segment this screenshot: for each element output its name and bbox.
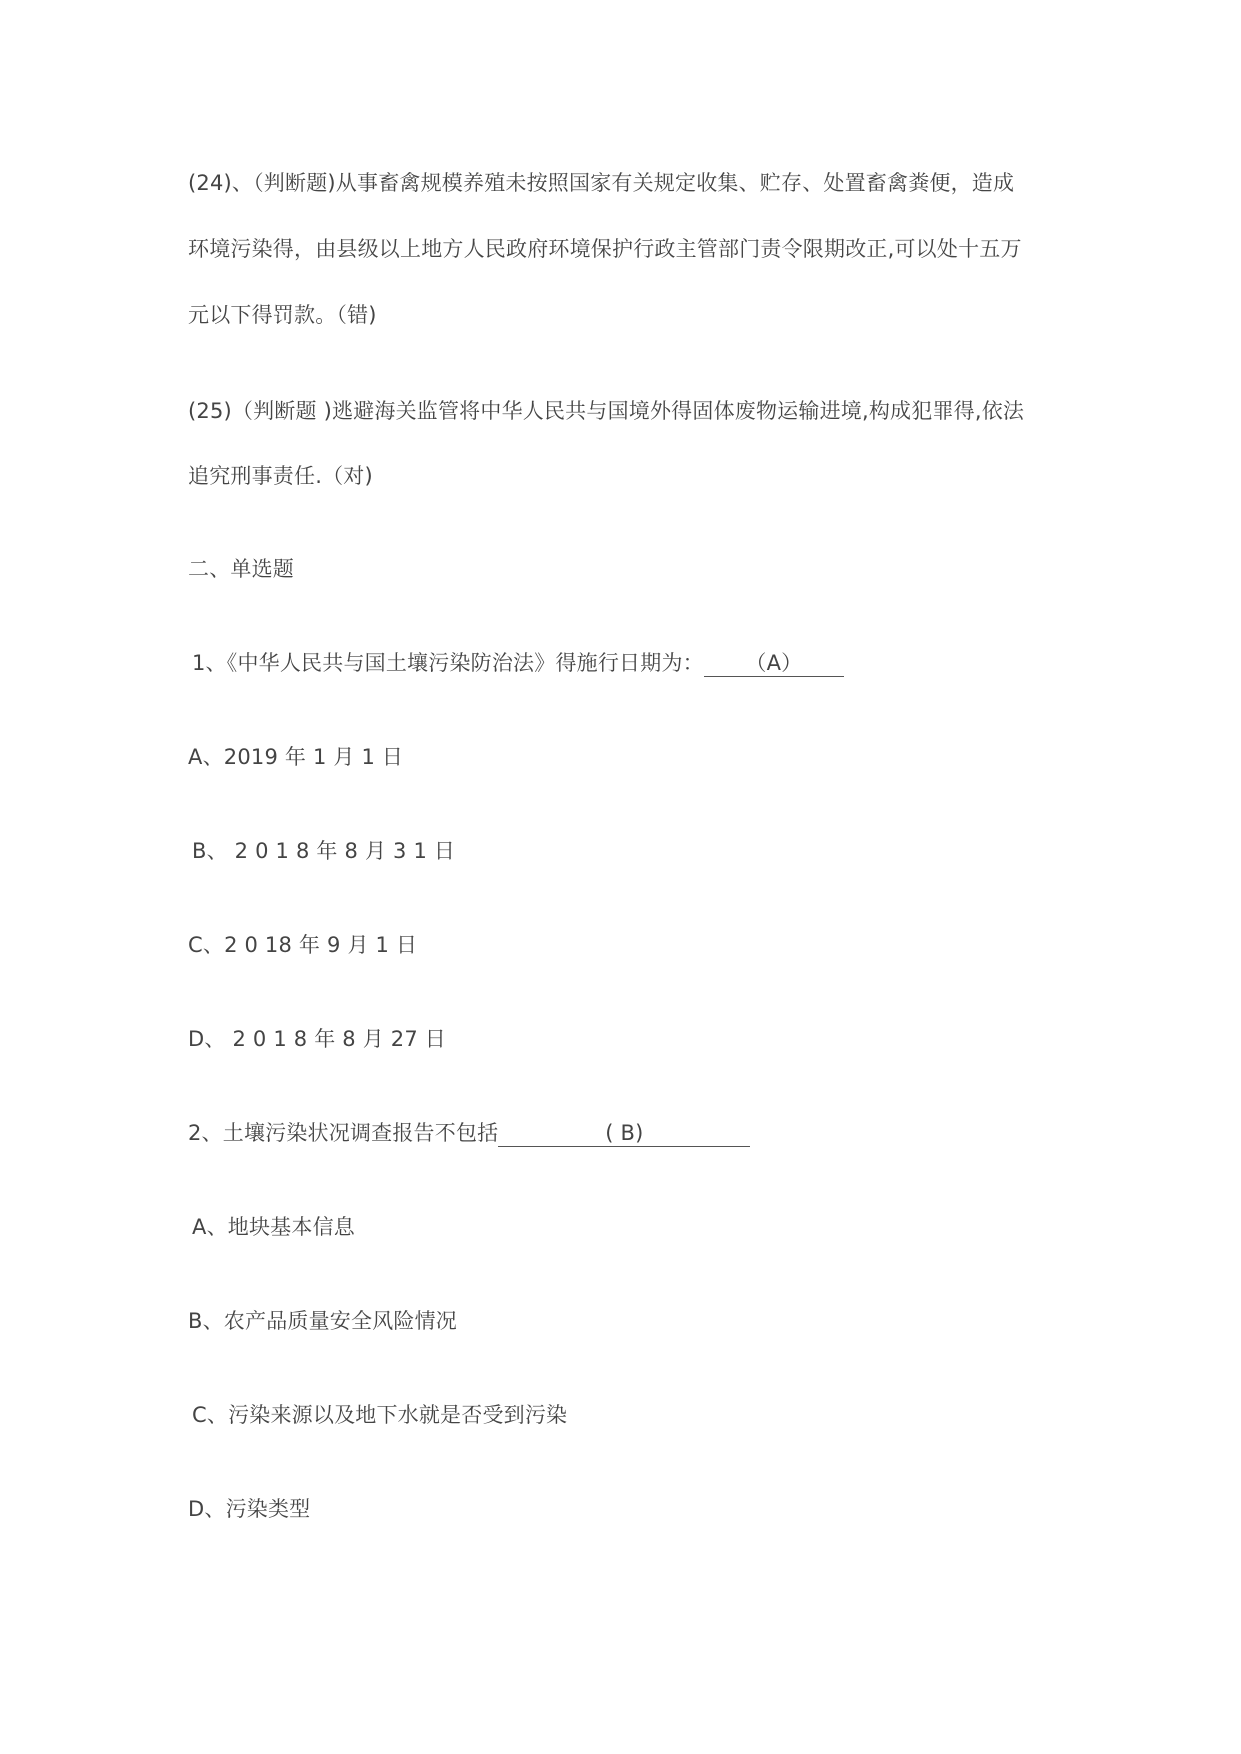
q24-line-3: 元以下得罚款。（错) [188,303,377,327]
q25-line-1: (25)（判断题 )逃避海关监管将中华人民共与国境外得固体废物运输进境,构成犯罪得,依法 [188,399,1025,423]
q1-answer-blank: （A） [704,650,844,677]
q1-option-d: D、 2 0 1 8 年 8 月 27 日 [188,1027,446,1051]
q2-option-b: B、农产品质量安全风险情况 [188,1309,458,1333]
q2-option-a: A、地块基本信息 [192,1215,355,1239]
q24-line-1: (24)、（判断题)从事畜禽规模养殖未按照国家有关规定收集、贮存、处置畜禽粪便，造成 [188,171,1015,195]
q2-option-d: D、污染类型 [188,1497,311,1521]
q1-stem: 1、《中华人民共与国土壤污染防治法》得施行日期为： [192,651,704,675]
q2-option-c: C、污染来源以及地下水就是否受到污染 [192,1403,568,1427]
q1-option-c: C、2 0 18 年 9 月 1 日 [188,933,418,957]
q2-answer-blank: ( B) [498,1120,750,1147]
q25-line-2: 追究刑事责任.（对) [188,464,373,488]
q1-option-b: B、 2 0 1 8 年 8 月 3 1 日 [192,839,456,863]
q2-stem-line [188,1118,750,1148]
section-heading: 二、单选题 [188,557,294,581]
q24-line-2: 环境污染得，由县级以上地方人民政府环境保护行政主管部门责令限期改正,可以处十五万 [188,237,1022,261]
q1-stem-line [192,648,844,678]
q1-option-a: A、2019 年 1 月 1 日 [188,745,404,769]
q2-stem: 2、土壤污染状况调查报告不包括 [188,1121,499,1145]
